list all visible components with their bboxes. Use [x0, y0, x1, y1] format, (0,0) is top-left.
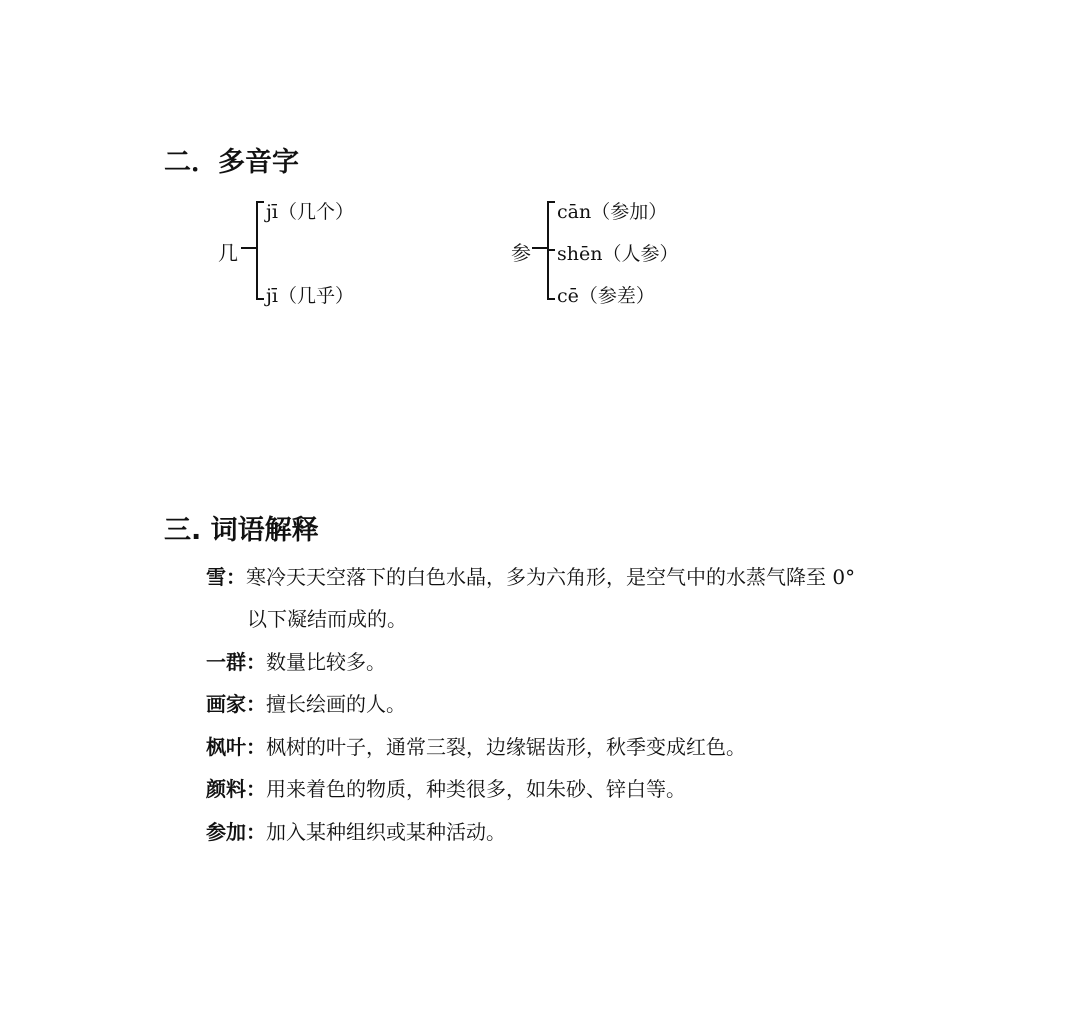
glossary-definition: 寒冷天天空落下的白色水晶，多为六角形，是空气中的水蒸气降至 0°: [246, 565, 856, 589]
glossary-entry-xue-continuation: 以下凝结而成的。: [247, 607, 407, 631]
glossary-term: 参加：: [206, 820, 266, 844]
reading-word: （参加）: [591, 201, 668, 223]
glossary-term: 枫叶：: [206, 735, 266, 759]
glossary-term: 一群：: [206, 650, 266, 674]
glossary-entry-huajia: [206, 692, 406, 716]
glossary-term: 画家：: [206, 692, 266, 716]
glossary-definition: 擅长绘画的人。: [266, 692, 406, 716]
glossary-entry-yiqun: [206, 650, 386, 674]
section-heading-polyphonic: 二．多音字: [164, 147, 299, 178]
glossary-definition: 加入某种组织或某种活动。: [266, 820, 506, 844]
reading-can-1: [557, 197, 667, 224]
glossary-entry-fengye: [206, 735, 746, 759]
reading-word: （几乎）: [277, 285, 354, 307]
glossary-definition: 用来着色的物质，种类很多，如朱砂、锌白等。: [266, 777, 686, 801]
reading-word: （几个）: [277, 201, 354, 223]
reading-word: （参差）: [578, 285, 655, 307]
section-heading-glossary: 三. 词语解释: [164, 515, 319, 546]
reading-can-2: [557, 239, 678, 266]
reading-pinyin: jī: [266, 285, 278, 307]
polyphonic-char-can: 参: [511, 241, 531, 265]
reading-pinyin: cē: [557, 285, 579, 307]
glossary-definition: 枫树的叶子，通常三裂，边缘锯齿形，秋季变成红色。: [266, 735, 746, 759]
reading-ji-1: [266, 197, 354, 224]
brace-ji: [241, 202, 264, 299]
reading-pinyin: cān: [557, 201, 592, 223]
glossary-entry-xue: [206, 565, 855, 589]
glossary-entry-canjia: [206, 820, 506, 844]
reading-word: （人参）: [602, 243, 679, 265]
glossary-term: 雪：: [206, 565, 246, 589]
glossary-definition: 数量比较多。: [266, 650, 386, 674]
brace-can: [532, 202, 555, 299]
polyphonic-char-ji: 几: [218, 241, 238, 265]
reading-pinyin: shēn: [557, 243, 603, 265]
reading-can-3: [557, 281, 655, 308]
glossary-entry-yanliao: [206, 777, 686, 801]
reading-pinyin: jī: [266, 201, 278, 223]
glossary-term: 颜料：: [206, 777, 266, 801]
reading-ji-2: [266, 281, 354, 308]
